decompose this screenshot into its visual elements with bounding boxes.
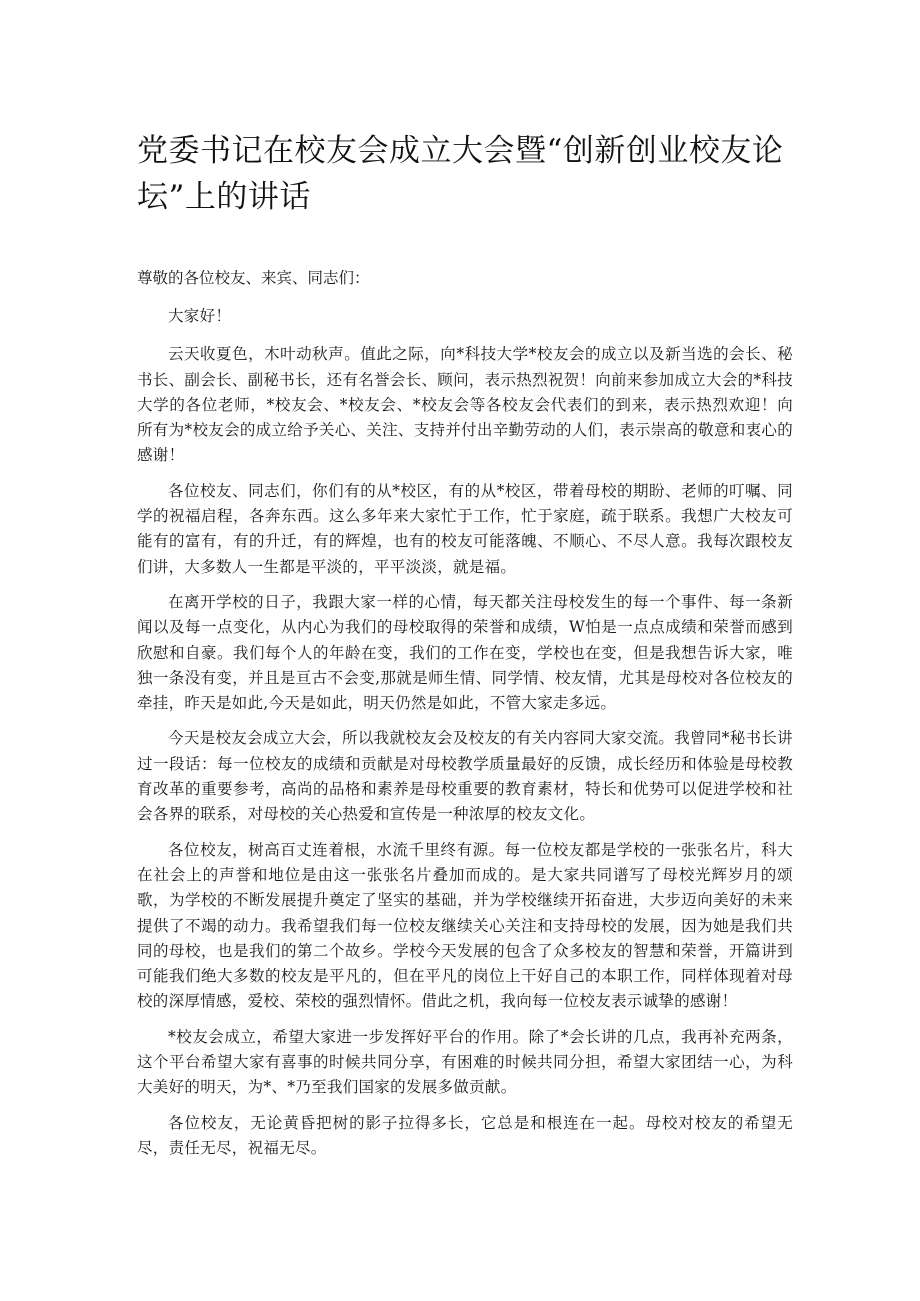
- paragraph-3: 在离开学校的日子，我跟大家一样的心情，每天都关注母校发生的每一个事件、每一条新闻以及每一点变化，从内心为我们的母校取得的荣誉和成绩，W怕是一点点成绩和荣誉而感到欣慰和自豪。我们每个人的年龄在变，我们的工作在变，学校也在变，但是我想告诉大家，唯独一条没有变，并且是亘古不会变,那就是师生情、同学情、校友情，尤其是母校对各位校友的牵挂，昨天是如此,今天是如此，明天仍然是如此，不管大家走多远。: [137, 592, 793, 713]
- paragraph-6: *校友会成立，希望大家进一步发挥好平台的作用。除了*会长讲的几点，我再补充两条，这个平台希望大家有喜事的时候共同分享，有困难的时候共同分担，希望大家团结一心，为科大美好的明天，为*、*乃至我们国家的发展多做贡献。: [137, 1027, 793, 1097]
- paragraph-1: 云天收夏色，木叶动秋声。值此之际，向*科技大学*校友会的成立以及新当选的会长、秘书长、副会长、副秘书长，还有名誉会长、顾问，表示热烈祝贺！向前来参加成立大会的*科技大学的各位老师，*校友会、*校友会、*校友会等各校友会代表们的到来，表示热烈欢迎！向所有为*校友会的成立给予关心、关注、支持并付出辛勤劳动的人们，表示崇高的敬意和衷心的感谢！: [137, 345, 793, 465]
- greeting: 大家好！: [168, 307, 232, 325]
- paragraph-5: 各位校友，树高百丈连着根，水流千里终有源。每一位校友都是学校的一张张名片，科大在社会上的声誉和地位是由这一张张名片叠加而成的。是大家共同谱写了母校光辉岁月的颂歌，为学校的不断发展提升奠定了坚实的基础，并为学校继续开拓奋进，大步迈向美好的未来提供了不竭的动力。我希望我们每一位校友继续关心关注和支持母校的发展，因为她是我们共同的母校，也是我们的第二个故乡。学校今天发展的包含了众多校友的智慧和荣誉，开篇讲到可能我们绝大多数的校友是平凡的，但在平凡的岗位上干好自己的本职工作，同样体现着对母校的深厚情感，爱校、荣校的强烈情怀。借此之机，我向每一位校友表示诚挚的感谢！: [137, 840, 793, 1011]
- paragraph-7: 各位校友，无论黄昏把树的影子拉得多长，它总是和根连在一起。母校对校友的希望无尽，责任无尽，祝福无尽。: [137, 1113, 793, 1157]
- document-body: [137, 266, 793, 1171]
- paragraph-2: 各位校友、同志们，你们有的从*校区，有的从*校区，带着母校的期盼、老师的叮嘱、同学的祝福启程，各奔东西。这么多年来大家忙于工作，忙于家庭，疏于联系。我想广大校友可能有的富有，有的升迁，有的辉煌，也有的校友可能落魄、不顺心、不尽人意。我每次跟校友们讲，大多数人一生都是平淡的，平平淡淡，就是福。: [137, 481, 793, 576]
- salutation: 尊敬的各位校友、来宾、同志们：: [137, 269, 370, 287]
- paragraph-4: 今天是校友会成立大会，所以我就校友会及校友的有关内容同大家交流。我曾同*秘书长讲过一段话：每一位校友的成绩和贡献是对母校教学质量最好的反馈，成长经历和体验是母校教育改革的重要参考，高尚的品格和素养是母校重要的教育素材，特长和优势可以促进学校和社会各界的联系，对母校的关心热爱和宣传是一种浓厚的校友文化。: [137, 729, 793, 824]
- document-title: 党委书记在校友会成立大会暨“创新创业校友论坛”上的讲话: [137, 133, 784, 215]
